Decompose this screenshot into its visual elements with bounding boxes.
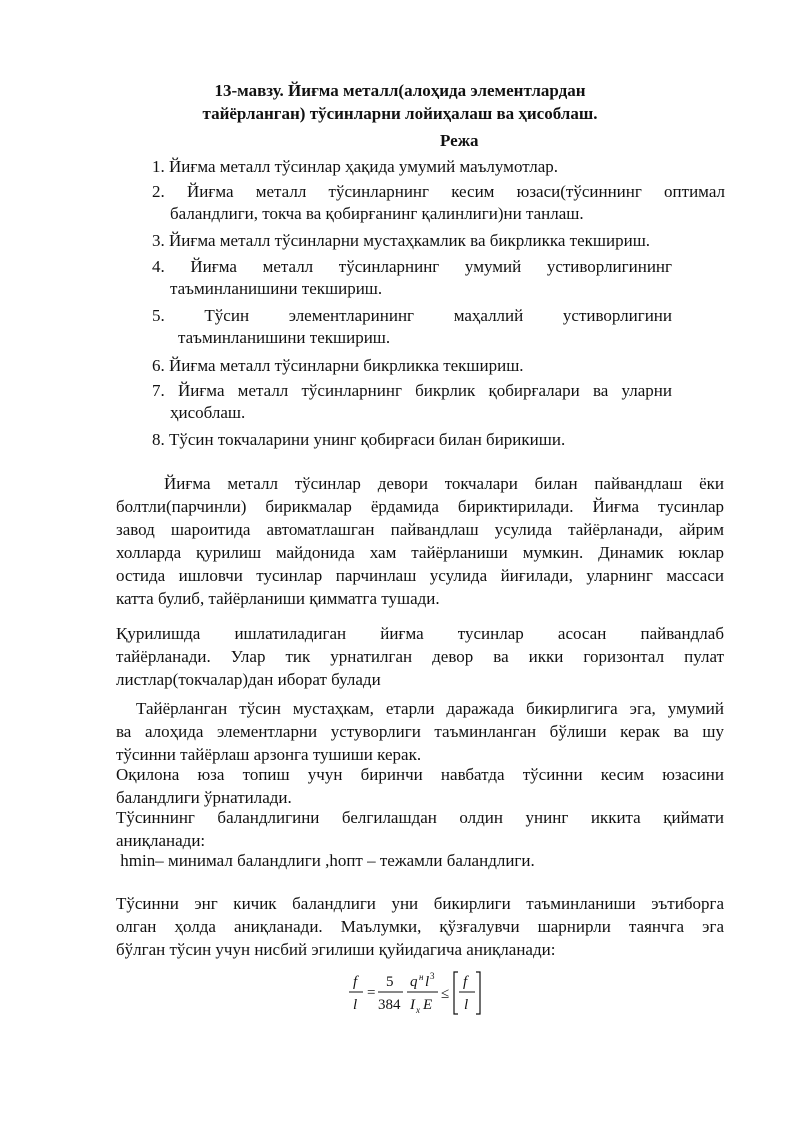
formula-inertia: I <box>410 997 415 1013</box>
paragraph-line: олган ҳолда аниқланади. Маълумки, қўзғалувчи шарнирли таянчга эга <box>116 917 724 936</box>
plan-item-text: Йиғма металл тўсинларнинг кесим юзаси(тўсиннинг оптимал <box>186 182 726 201</box>
bracket-right <box>476 972 480 1014</box>
plan-item-8 <box>152 429 725 451</box>
formula-less-equal: ≤ <box>441 986 450 1002</box>
paragraph-2 <box>116 622 724 691</box>
formula-coef-denominator: 384 <box>378 997 401 1013</box>
paragraph-line: Тўсиннинг баландлигини белгилашдан олдин унинг иккита қиймати <box>116 808 724 827</box>
plan-item-number: 3. <box>152 231 165 250</box>
plan-item-number: 7. <box>152 381 165 400</box>
paragraph-3 <box>116 697 724 766</box>
bracket-left <box>454 972 458 1014</box>
paragraph-line: Қурилишда ишлатиладиган йиғма тусинлар асосан пайвандлаб <box>116 624 724 643</box>
plan-item-text-cont: таъминланишини текшириш. <box>178 328 391 347</box>
plan-item-text-cont: ҳисоблаш. <box>170 403 246 422</box>
plan-item-text: Йиғма металл тўсинларнинг бикрлик қобирғалари ва уларни <box>177 381 672 400</box>
plan-item-text-cont: баландлиги, токча ва қобирғанинг қалинлиги)ни танлаш. <box>170 204 584 223</box>
document-title-line-1: 13-мавзу. Йиғма металл(алоҳида элементлардан <box>214 81 586 100</box>
paragraph-line: Йиғма металл тўсинлар девори токчалари билан пайвандлаш ёки <box>164 474 724 493</box>
deflection-formula <box>345 968 490 1020</box>
paragraph-line: холларда қурилиш майдонида хам тайёрланиши мумкин. Динамик юклар <box>116 543 724 562</box>
paragraph-line: Тўсинни энг кичик баландлиги уни бикирлиги таъминланиши эътиборга <box>116 894 724 913</box>
plan-item-text: Йиғма металл тўсинларни мустаҳкамлик ва бикрликка текшириш. <box>169 231 651 250</box>
paragraph-line: аниқланади: <box>116 831 206 850</box>
plan-item-number: 1. <box>152 157 165 176</box>
plan-item-text: Тўсин токчаларини унинг қобирғаси билан бирикиши. <box>169 430 566 449</box>
paragraph-line: остида ишловчи тусинлар парчинлаш усулида йиғилади, уларнинг массаси <box>116 566 724 585</box>
plan-item-text: Йиғма металл тўсинлар ҳақида умумий маълумотлар. <box>169 157 558 176</box>
formula-lhs-denominator: l <box>353 997 358 1013</box>
plan-item-3 <box>152 230 725 252</box>
formula-load: q <box>410 974 418 990</box>
formula-inertia-subscript: x <box>416 1005 420 1015</box>
plan-item-number: 6. <box>152 356 165 375</box>
document-title-line-2: тайёрланган) тўсинларни лойиҳалаш ва ҳисоблаш. <box>202 104 598 123</box>
paragraph-line: болтли(парчинли) бирикмалар ёрдамида бириктирилади. Йиғма тусинлар <box>116 497 724 516</box>
plan-item-text: Тўсин элементларининг маҳаллий устиворлигини <box>204 306 673 325</box>
plan-item-number: 8. <box>152 430 165 449</box>
plan-item-2 <box>152 181 725 225</box>
paragraph-line: бўлган тўсин учун нисбий эгилиши қуйидагича аниқланади: <box>116 940 556 959</box>
formula-equals: = <box>367 985 376 1001</box>
paragraph-6: hmin– минимал баландлиги ,hопт – тежамли баландлиги. <box>116 851 535 870</box>
plan-item-6 <box>152 355 725 377</box>
paragraph-line: баландлиги ўрнатилади. <box>116 788 292 807</box>
formula-lhs-numerator: f <box>353 974 358 990</box>
formula-modulus: E <box>423 997 433 1013</box>
formula-span: l <box>425 974 430 990</box>
plan-item-5 <box>152 305 672 349</box>
plan-heading: Режа <box>440 131 479 150</box>
plan-item-number: 2. <box>152 182 165 201</box>
paragraph-line: завод шароитида автоматлашган пайвандлаш усулида тайёрланади, айрим <box>116 520 724 539</box>
paragraph-line: тўсинни тайёрлаш арзонга тушиши керак. <box>116 745 422 764</box>
plan-item-7 <box>152 380 672 424</box>
paragraph-7 <box>116 892 724 961</box>
paragraph-4 <box>116 763 724 809</box>
paragraph-line: тайёрланади. Улар тик урнатилган девор ва икки горизонтал пулат <box>116 647 724 666</box>
paragraph-line: Оқилона юза топиш учун биринчи навбатда тўсинни кесим юзасини <box>116 765 724 784</box>
formula-load-superscript: н <box>419 972 424 982</box>
plan-item-1 <box>152 156 725 178</box>
paragraph-line: ва алоҳида элементларни устуворлиги таъминланган бўлиши керак ва шу <box>116 722 724 741</box>
formula-span-power: 3 <box>430 971 435 981</box>
paragraph-line: Тайёрланган тўсин мустаҳкам, етарли даражада бикирлигига эга, умумий <box>136 699 724 718</box>
plan-item-number: 5. <box>152 306 165 325</box>
formula-rhs-numerator: f <box>463 974 468 990</box>
plan-item-text-cont: таъминланишини текшириш. <box>170 279 383 298</box>
plan-item-text: Йиғма металл тўсинларни бикрликка текшириш. <box>169 356 524 375</box>
plan-item-4 <box>152 256 672 300</box>
paragraph-line: листлар(токчалар)дан иборат булади <box>116 670 381 689</box>
formula-rhs-denominator: l <box>464 997 469 1013</box>
paragraph-1 <box>116 472 724 610</box>
plan-item-number: 4. <box>152 257 165 276</box>
paragraph-5 <box>116 806 724 852</box>
plan-item-text: Йиғма металл тўсинларнинг умумий устиворлигининг <box>190 257 672 276</box>
formula-coef-numerator: 5 <box>386 974 394 990</box>
paragraph-line: катта булиб, тайёрланиши қимматга тушади. <box>116 589 440 608</box>
